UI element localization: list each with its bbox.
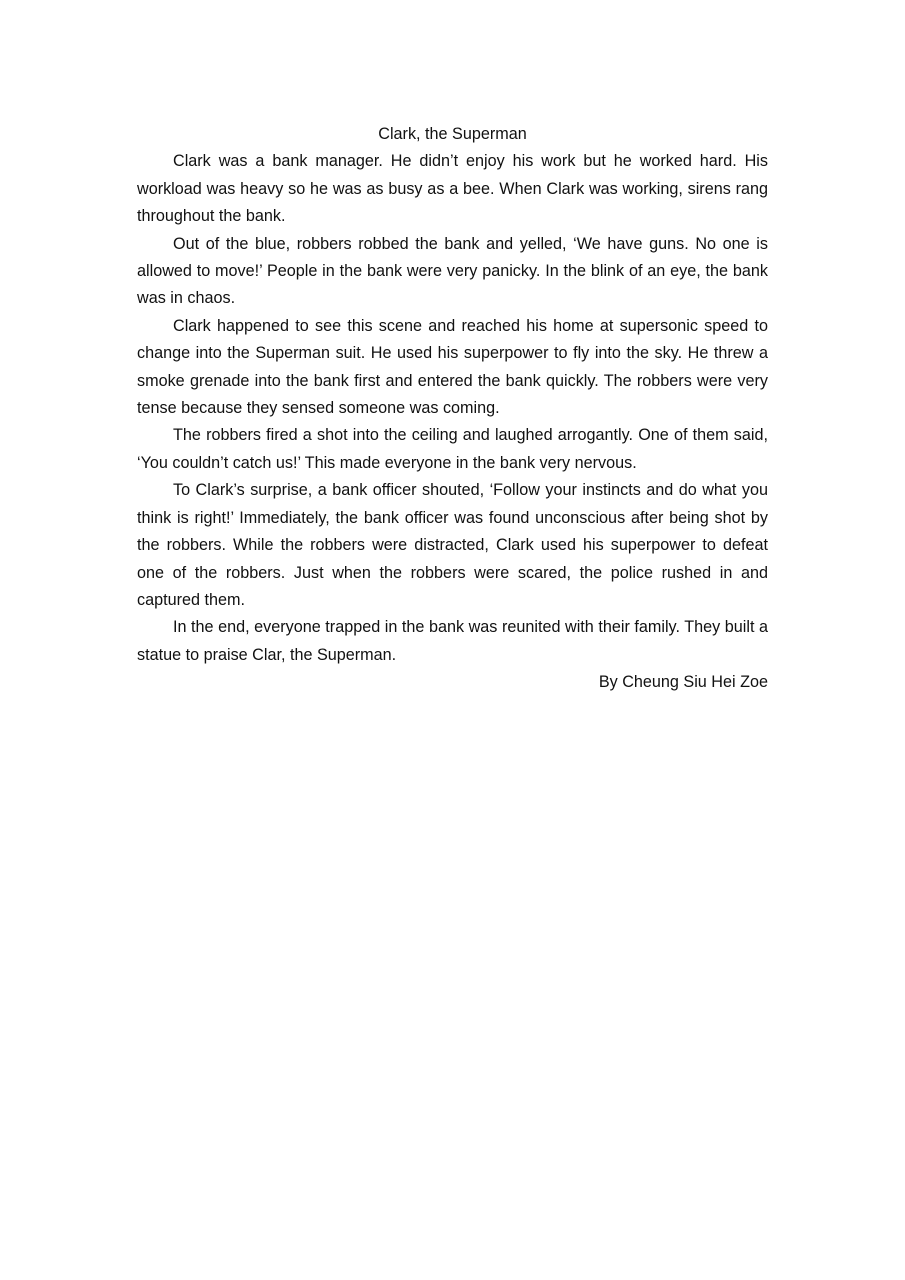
- page-title: Clark, the Superman: [378, 125, 527, 143]
- paragraph-5: To Clark’s surprise, a bank officer shouted, ‘Follow your instincts and do what you think is right!’ Immediately, the bank officer was found unconscious after being shot by the robbers. While the robbers were distracted, Clark used his superpower to defeat one of the robbers. Just when the robbers were scared, the police rushed in and captured them.: [137, 481, 768, 609]
- paragraph-4: The robbers fired a shot into the ceiling and laughed arrogantly. One of them said, ‘You couldn’t catch us!’ This made everyone in the bank very nervous.: [137, 426, 768, 472]
- author-byline: By Cheung Siu Hei Zoe: [598, 673, 768, 692]
- paragraph-1: Clark was a bank manager. He didn’t enjoy his work but he worked hard. His workload was heavy so he was as busy as a bee. When Clark was working, sirens rang throughout the bank.: [137, 152, 768, 226]
- document-body: [137, 121, 768, 697]
- paragraph-3: Clark happened to see this scene and reached his home at supersonic speed to change into the Superman suit. He used his superpower to fly into the sky. He threw a smoke grenade into the bank first and entered the bank quickly. The robbers were very tense because they sensed someone was coming.: [137, 316, 768, 418]
- paragraph-2: Out of the blue, robbers robbed the bank and yelled, ‘We have guns. No one is allowed to move!’ People in the bank were very panicky. In the blink of an eye, the bank was in chaos.: [137, 234, 768, 308]
- paragraph-6: In the end, everyone trapped in the bank was reunited with their family. They built a statue to praise Clar, the Superman.: [137, 618, 768, 664]
